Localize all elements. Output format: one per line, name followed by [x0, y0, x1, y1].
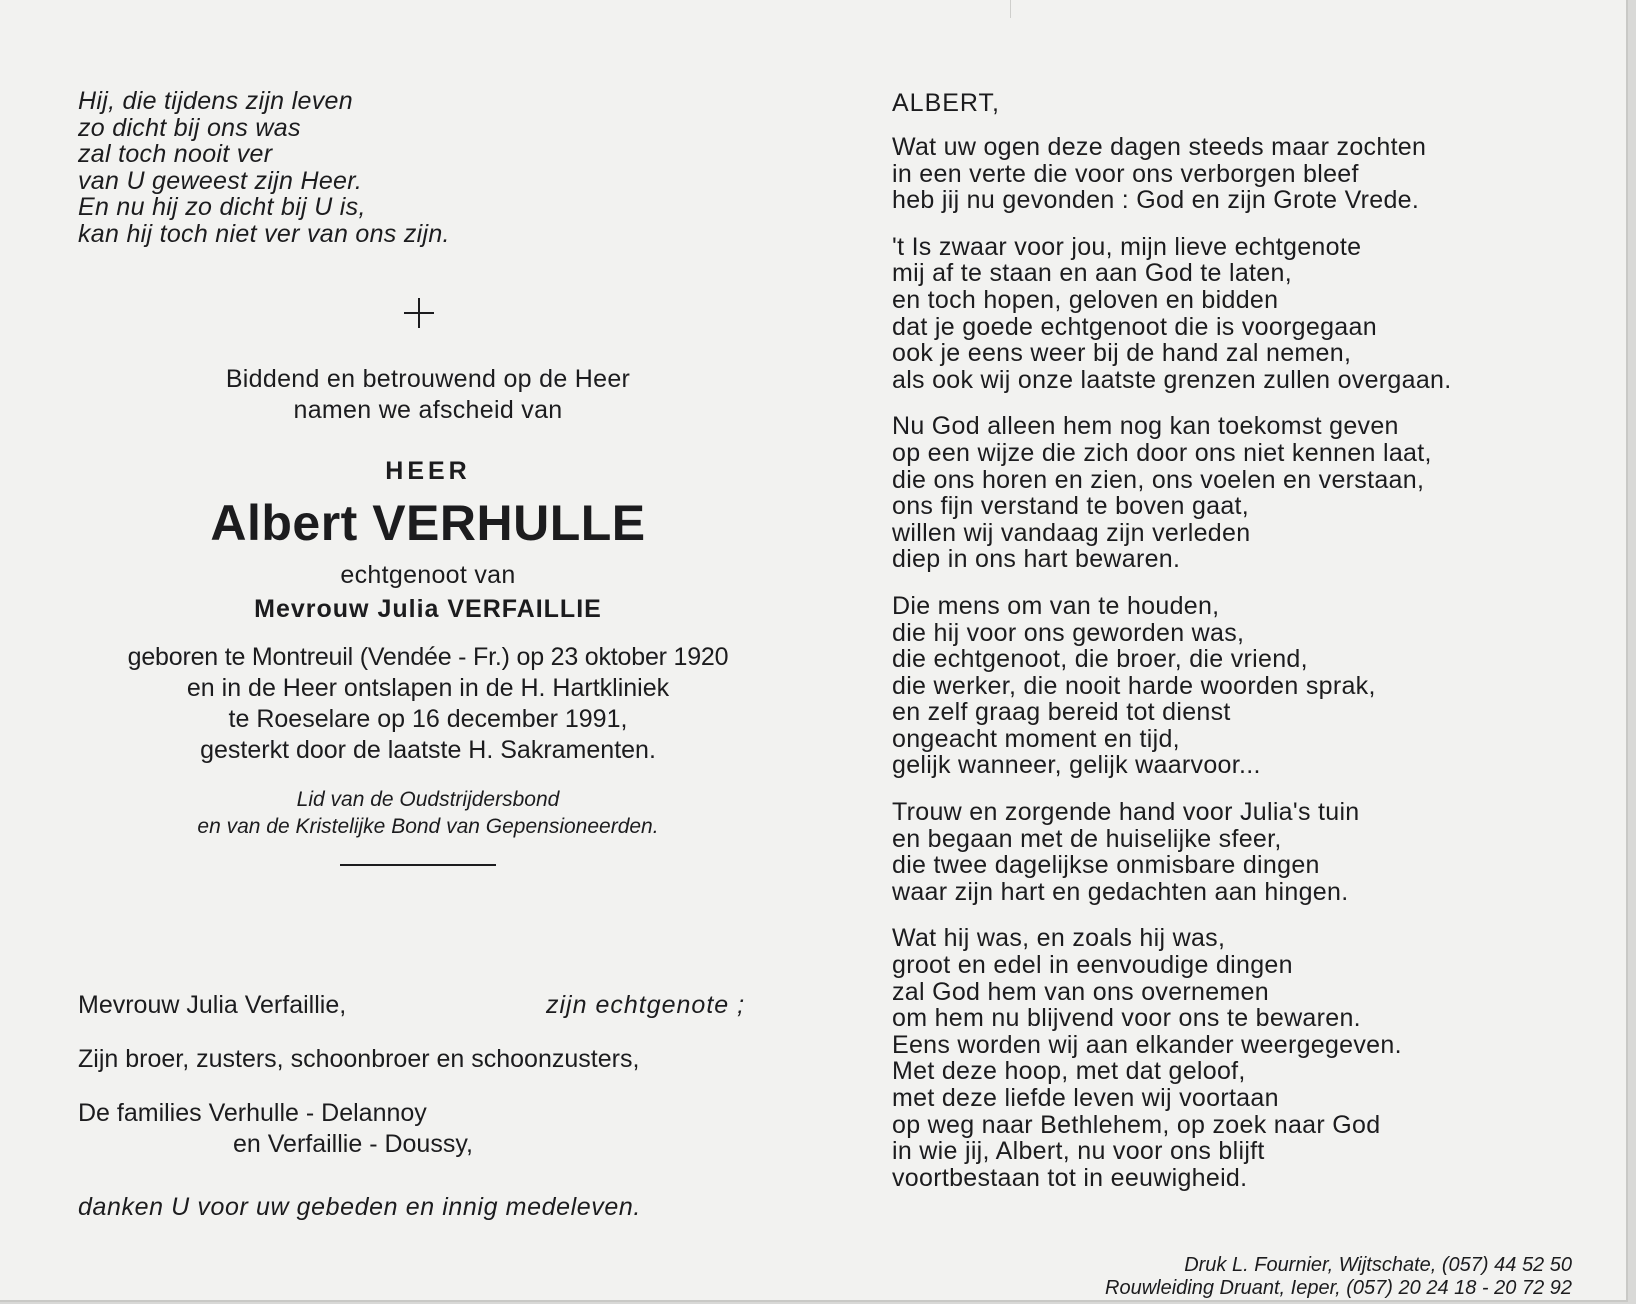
poem-line: met deze liefde leven wij voortaan: [892, 1084, 1279, 1112]
poem-line: ook je eens weer bij de hand zal nemen,: [892, 339, 1352, 368]
family-families-1: De families Verhulle - Delannoy: [78, 1099, 427, 1127]
poem-line: zal toch nooit ver: [78, 140, 273, 169]
poem-line: Wat hij was, en zoals hij was,: [892, 924, 1226, 953]
poem-line: En nu hij zo dicht bij U is,: [78, 193, 366, 222]
poem-line: zo dicht bij ons was: [78, 113, 301, 142]
poem-line: en zelf graag bereid tot dienst: [892, 698, 1231, 727]
membership-line: Lid van de Oudstrijdersbond: [296, 787, 560, 811]
spouse-name: Mevrouw Julia VERFAILLIE: [254, 594, 602, 623]
poem-line: gelijk wanneer, gelijk waarvoor...: [892, 751, 1261, 780]
poem-line: Nu God alleen hem nog kan toekomst geven: [892, 412, 1399, 441]
intro-line: namen we afscheid van: [293, 395, 563, 424]
poem-line: dat je goede echtgenoot die is voorgegaan: [892, 312, 1377, 341]
poem-stanza: [892, 134, 1612, 214]
poem-line: die echtgenoot, die broer, die vriend,: [892, 645, 1308, 674]
family-siblings: Zijn broer, zusters, schoonbroer en schoonzusters,: [78, 1045, 640, 1073]
poem-line: Trouw en zorgende hand voor Julia's tuin: [892, 798, 1360, 827]
poem-line: en begaan met de huiselijke sfeer,: [892, 824, 1282, 853]
family-spouse-row: [78, 990, 778, 1021]
bio-line: geboren te Montreuil (Vendée - Fr.) op 23 oktober 1920: [127, 642, 729, 671]
poem-stanza: [892, 925, 1612, 1191]
poem-line: kan hij toch niet ver van ons zijn.: [78, 219, 450, 248]
poem-line: willen wij vandaag zijn verleden: [892, 518, 1251, 547]
fold-mark: [1010, 0, 1011, 18]
poem-line: en toch hopen, geloven en bidden: [892, 285, 1279, 314]
poem-line: ons fijn verstand te boven gaat,: [892, 492, 1250, 521]
left-poem: [78, 88, 778, 248]
family-spouse: Mevrouw Julia Verfaillie,: [78, 991, 347, 1019]
funeral-director-line: Rouwleiding Druant, Ieper, (057) 20 24 18 - 20 72 92: [1105, 1277, 1572, 1299]
poem-line: 't Is zwaar voor jou, mijn lieve echtgenote: [892, 232, 1362, 261]
poem-line: Die mens om van te houden,: [892, 591, 1220, 620]
printer-line: Druk L. Fournier, Wijtschate, (057) 44 52 50: [1184, 1254, 1572, 1276]
poem-line: mij af te staan en aan God te laten,: [892, 259, 1292, 288]
right-column: [892, 88, 1612, 1211]
intro-text: [78, 364, 778, 426]
deceased-name: Albert VERHULLE: [210, 494, 646, 551]
poem-line: Hij, die tijdens zijn leven: [78, 87, 353, 115]
family-section: [78, 990, 778, 1223]
printer-credit: [1105, 1254, 1572, 1300]
poem-line: op een wijze die zich door ons niet kennen laat,: [892, 438, 1432, 467]
membership: [78, 786, 778, 840]
left-column: [78, 87, 778, 1221]
poem-line: heb jij nu gevonden : God en zijn Grote Vrede.: [892, 186, 1420, 215]
cross-icon: [404, 298, 434, 328]
poem-greeting: ALBERT,: [892, 89, 1000, 117]
poem-line: die ons horen en zien, ons voelen en verstaan,: [892, 465, 1425, 494]
poem-line: Met deze hoop, met dat geloof,: [892, 1057, 1246, 1086]
poem-stanza: [892, 593, 1612, 779]
poem-line: Eens worden wij aan elkander weergegeven.: [892, 1030, 1402, 1059]
poem-line: waar zijn hart en gedachten aan hingen.: [892, 877, 1349, 906]
membership-line: en van de Kristelijke Bond van Gepensioneerden.: [197, 814, 659, 838]
poem-line: als ook wij onze laatste grenzen zullen overgaan.: [892, 365, 1452, 394]
bio-line: gesterkt door de laatste H. Sakramenten.: [200, 735, 656, 764]
poem-stanza: [892, 413, 1612, 573]
poem-line: Wat uw ogen deze dagen steeds maar zochten: [892, 133, 1427, 161]
poem-line: in een verte die voor ons verborgen bleef: [892, 159, 1359, 188]
poem-stanza: [892, 234, 1612, 394]
family-spouse-role: zijn echtgenote ;: [546, 991, 746, 1019]
poem-line: diep in ons hart bewaren.: [892, 545, 1181, 574]
poem-stanza: [892, 799, 1612, 905]
biography: [78, 642, 778, 766]
divider: [340, 864, 496, 866]
poem-line: groot en edel in eenvoudige dingen: [892, 951, 1293, 980]
poem-line: van U geweest zijn Heer.: [78, 166, 363, 195]
family-thanks: danken U voor uw gebeden en innig medeleven.: [78, 1193, 641, 1221]
bio-line: en in de Heer ontslapen in de H. Hartkliniek: [186, 673, 670, 702]
poem-line: voortbestaan tot in eeuwigheid.: [892, 1163, 1248, 1192]
poem-line: die twee dagelijkse onmisbare dingen: [892, 851, 1320, 880]
poem-line: die werker, die nooit harde woorden sprak,: [892, 671, 1376, 700]
bio-line: te Roeselare op 16 december 1991,: [228, 704, 628, 733]
poem-line: in wie jij, Albert, nu voor ons blijft: [892, 1137, 1265, 1166]
spouse-label: echtgenoot van: [340, 560, 516, 589]
poem-line: zal God hem van ons overnemen: [892, 977, 1269, 1006]
poem-line: ongeacht moment en tijd,: [892, 724, 1180, 753]
intro-line: Biddend en betrouwend op de Heer: [225, 364, 631, 393]
poem-line: die hij voor ons geworden was,: [892, 618, 1245, 647]
poem-line: op weg naar Bethlehem, op zoek naar God: [892, 1110, 1381, 1139]
family-families-2: en Verfaillie - Doussy,: [233, 1130, 473, 1158]
honorific-title: HEER: [385, 456, 471, 485]
poem-line: om hem nu blijvend voor ons te bewaren.: [892, 1004, 1361, 1033]
